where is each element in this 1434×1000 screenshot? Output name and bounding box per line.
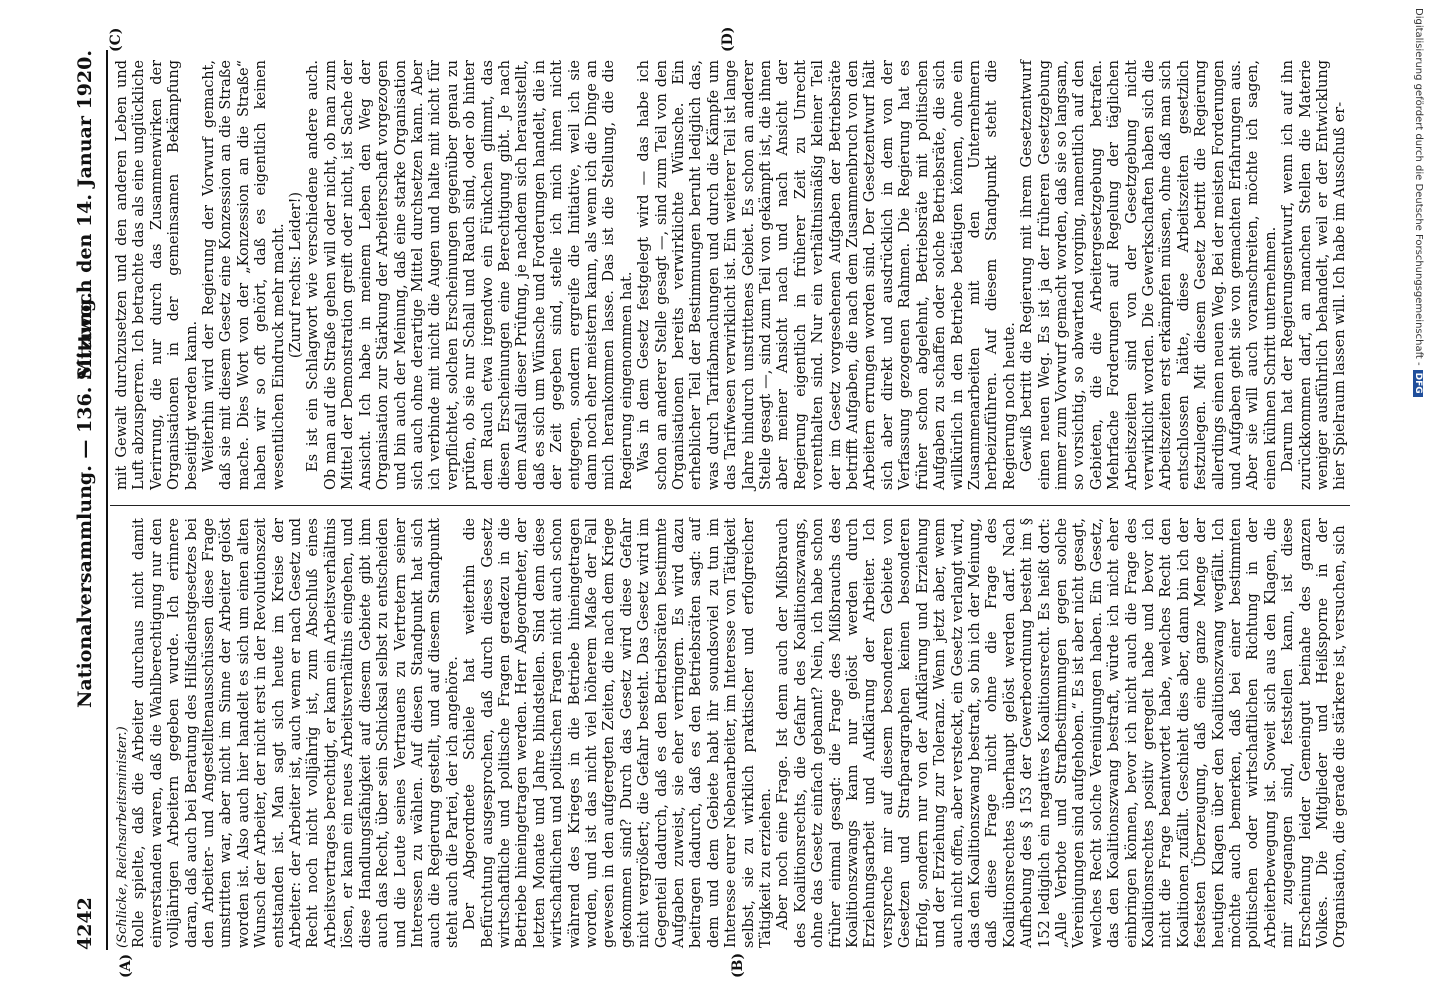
paragraph: Weiterhin wird der Regierung der Vorwurf gemacht, daß sie mit diesem Gesetz eine Konzession an die Straße mache. Dies Wort von der „Konzession an die Straße“ haben wir so oft gehört, daß es eigentlich keinen wesentlichen Eindruck mehr macht. (201, 60, 287, 490)
paragraph: Aber noch eine Frage. Ist denn auch der Mißbrauch des Koalitionsrechts, die Gefahr des Koalitionszwangs, ohne das Gesetz einfach gebannt? Nein, ich habe schon früher einmal gesagt: die Frage des Mißbrauchs des Koalitionszwangs kann nur gelöst werden durch Erziehungsarbeit und Aufklärung der Arbeiter. Ich verspreche mir auf diesem besonderen Gebiete von Gesetzen und Strafparagraphen keinen besonderen Erfolg, sondern nur von der Aufklärung und Erziehung und der Erziehung zur Toleranz. Wenn jetzt aber, wenn auch nicht offen, aber versteckt, ein Gesetz verlangt wird, das den Koalitionszwang bestraft, so bin ich der Meinung, daß diese Frage nicht ohne die Frage des Koalitionsrechtes überhaupt gelöst werden darf. Nach Aufhebung des § 153 der Gewerbeordnung besteht im § 152 lediglich ein negatives Koalitionsrecht. Es heißt dort: „Alle Verbote und Strafbestimmungen gegen solche Vereinigungen sind aufgehoben.“ Es ist aber nicht gesagt, welches Recht solche Vereinigungen haben. Ein Gesetz, das den Koalitionszwang bestraft, würde ich nicht eher einbringen können, bevor ich nicht auch die Frage des Koalitionsrechtes positiv geregelt habe und bevor ich nicht die Frage beantwortet habe, welches Recht den Koalitionen zufällt. Geschieht dies aber, dann bin ich der festesten Überzeugung, daß eine ganze Menge der heutigen Klagen über den Koalitionszwang wegfällt. Ich möchte auch bemerken, daß bei einer bestimmten politischen oder wirtschaftlichen Richtung in der Arbeiterbewegung ist. Soweit sich aus den Klagen, die mir zugegangen sind, feststellen kann, ist diese Erscheinung leider Gemeingut beinahe des ganzen Volkes. Die Mitglieder und Heißsporne in der Organisation, die gerade die stärkere ist, versuchen, sich (775, 518, 1349, 948)
column-divider (110, 505, 1350, 506)
session-title: Nationalversammlung. — 136. Sitzung. (74, 292, 96, 708)
right-column (114, 60, 1350, 490)
digitization-credit (1413, 8, 1424, 397)
paragraph: Der Abgeordnete Schiele hat weiterhin die Befürchtung ausgesprochen, daß durch dieses Gesetz wirtschaftliche und politische Fragen geradezu in die Betriebe hineingetragen werden. Herr Abgeordneter, der letzten Monate und Jahre blindstellen. Sind denn diese wirtschaftlichen und politischen Fragen nicht auch schon während des Krieges in die Betriebe hineingetragen worden, und ist das nicht viel höherem Maße der Fall gewesen in den aufgeregten Zeiten, die nach dem Kriege gekommen sind? Durch das Gesetz wird diese Gefahr nicht vergrößert; die Gefahr besteht. Das Gesetz wird im Gegenteil dadurch, daß es den Betriebsräten bestimmte Aufgaben zuweist, sie eher verringern. Es wird dazu beitragen dadurch, daß es den Betriebsräten sagt: auf dem und dem Gebiete habt ihr soundsoviel zu tun im Interesse eurer Nebenarbeiter, im Interesse von Tätigkeit selbst, sie zu wirklich praktischer und erfolgreicher Tätigkeit zu erziehen. (462, 518, 775, 948)
margin-marker-d: (D) (720, 26, 736, 52)
session-date: Mittwoch den 14. Januar 1920. (74, 50, 96, 380)
margin-marker-b: (B) (730, 952, 746, 978)
paragraph: Gewiß betritt die Regierung mit ihrem Gesetzentwurf einen neuen Weg. Es ist ja der früheren Gesetzgebung immer zum Vorwurf gemacht worden, daß sie so langsam, so vorsichtig, so abwartend vorging, namentlich auf den Gebieten, die die Arbeitergesetzgebung betrafen. Mehrfache Forderungen auf Regelung der täglichen Arbeitszeiten sind von der Gesetzgebung nicht verwirklicht worden. Die Gewerkschaften haben sich die Arbeitszeiten erst erkämpfen müssen, ohne daß man sich entschlossen hätte, diese Arbeitszeiten gesetzlich festzulegen. Mit diesem Gesetz betritt die Regierung allerdings einen neuen Weg. Bei der meisten Forderungen und Aufgaben geht sie von gemachten Erfahrungen aus. Aber sie will auch voranschreiten, möchte ich sagen, einen kühnen Schritt unternehmen. (1019, 60, 1279, 490)
margin-marker-c: (C) (108, 27, 124, 52)
credit-text: Digitalisierung gefördert durch die Deutsche Forschungsgemeinschaft - (1413, 8, 1424, 366)
left-column (114, 518, 1350, 948)
margin-marker-a: (A) (118, 953, 134, 978)
dfg-logo: DFG (1413, 370, 1423, 397)
page-number: 4242 (74, 897, 96, 950)
paragraph: Darum hat der Regierungsentwurf, wenn ich auf ihn zurückkommen darf, an manchen Stellen die Materie weniger ausführlich behandelt, weil er der Entwicklung hier Spielraum lassen will. Ich habe im Ausschuß er- (1280, 60, 1349, 490)
paragraph: Es ist ein Schlagwort wie verschiedene andere auch. Ob man auf die Straße gehen will oder nicht, ob man zum Mittel der Demonstration greift oder nicht, ist Sache der Ansicht. Ich habe in meinem Leben den Weg der Organisation zur Stärkung der Arbeiterschaft vorgezogen und bin auch der Meinung, daß eine starke Organisation sich auch ohne derartige Mittel durchsetzen kann. Aber ich verbinde mit nicht die Augen und halte mit nicht für verpflichtet, solchen Erscheinungen gegenüber genau zu prüfen, ob sie nur Schall und Rauch sind, oder ob hinter dem Rauch etwa irgendwo ein Fünkchen glimmt, das diesen Erscheinungen eine Berechtigung gibt. Je nach dem Ausfall dieser Prüfung, je nachdem sich herausstellt, daß es sich um Wünsche und Forderungen handelt, die in der Zeit gegeben sind, stelle ich mich ihnen nicht entgegen, sondern ergreife die Initiative, weil ich sie dann noch eher meistern kann, als wenn ich die Dinge an mich herankommen lasse. Das ist die Stellung, die die Regierung eingenommen hat. (305, 60, 635, 490)
paragraph: Rolle spielte, daß die Arbeiter durchaus nicht damit einverstanden waren, daß die Wahlberechtigung nur den volljährigen Arbeitern gegeben wurde. Ich erinnere daran, daß auch bei Beratung des Hilfsdienstgesetzes bei den Arbeiter- und Angestelltenausschüssen diese Frage umstritten war, aber nicht im Sinne der Arbeiter gelöst worden ist. Also auch hier handelt es sich um einen alten Wunsch der Arbeiter, der nicht erst in der Revolutionszeit entstanden ist. Man sagt sich heute im Kreise der Arbeiter: der Arbeiter ist, auch wenn er nach Gesetz und Recht noch nicht volljährig ist, zum Abschluß eines Arbeitsvertrages berechtigt, er kann ein Arbeitsverhältnis lösen, er kann ein neues Arbeitsverhältnis eingehen, und diese Handlungsfähigkeit auf diesem Gebiete gibt ihm auch das Recht, über sein Schicksal selbst zu entscheiden und die Leute seines Vertrauens zu Vertretern seiner Interessen zu wählen. Auf diesen Standpunkt hat sich auch die Regierung gestellt, und auf diesem Standpunkt steht auch die Partei, der ich angehöre. (131, 518, 461, 948)
speaker-line: (Schlicke, Reichsarbeitsminister.) (115, 726, 130, 948)
page-header (66, 50, 108, 950)
interjection: (Zuruf rechts: Leider!) (288, 191, 305, 359)
paragraph: Was in dem Gesetz festgelegt wird — das habe ich schon an anderer Stelle gesagt —, sind zum Teil von den Organisationen bereits verwirklichte Wünsche. Ein erheblicher Teil der Bestimmungen beruht lediglich das, was durch Tarifabmachungen und durch die Kämpfe um das Tarifwesen verwirklicht ist. Ein weiterer Teil ist lange Jahre hindurch unstrittenes Gebiet. Es schon an anderer Stelle gesagt —, sind zum Teil von gekämpft ist, die ihnen aber meiner Ansicht nach und nach Ansicht der Regierung eigentlich in früherer Zeit zu Unrecht vorenthalten sind. Nur ein verhältnismäßig kleiner Teil der im Gesetz vorgesehenen Aufgaben der Betriebsräte betrifft Aufgaben, die nach dem Zusammenbruch von den Arbeitern errungen worden sind. Der Gesetzentwurf hält sich aber direkt und ausdrücklich in dem von der Verfassung gezogenen Rahmen. Die Regierung hat es früher schon abgelehnt, Betriebsräte mit politischen Aufgaben zu schaffen oder solche Betriebsräte, die sich willkürlich in den Betriebe betätigen können, ohne ein Zusammenarbeiten mit den Unternehmern herbeizuführen. Auf diesem Standpunkt steht die Regierung noch heute. (636, 60, 1018, 490)
paragraph: mit Gewalt durchzusetzen und den anderen Leben und Luft abzusperren. Ich betrachte das als eine unglückliche Verirrung, die nur durch das Zusammenwirken der Organisationen in der gemeinsamen Bekämpfung beseitigt werden kann. (114, 60, 200, 490)
